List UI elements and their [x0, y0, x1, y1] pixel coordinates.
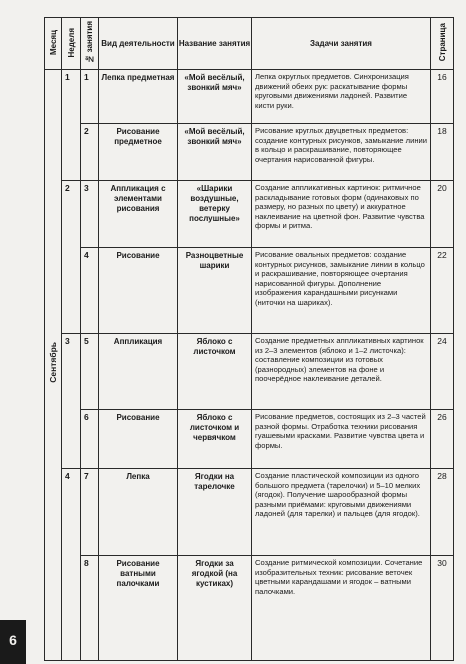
table-row — [45, 469, 454, 556]
tasks-cell: Рисование предметов, состоящих из 2–3 частей разной формы. Отработка техники рисования гуашевыми красками. Развитие чувства цвета и формы. — [252, 410, 431, 469]
header-page: Страница — [431, 18, 454, 70]
tasks-cell: Рисование овальных предметов: создание контурных рисунков, замыкание линии в кольцо и раскрашивание, повторяющее очертания нарисованной фигуры. Дополнение изображения карандашными рисунками (ниточки на шариках). — [252, 248, 431, 334]
topic-cell: «Шарики воздушные, ветерку послушные» — [178, 181, 252, 248]
header-lesson-no: № занятия — [81, 18, 99, 70]
tasks-cell: Создание предметных аппликативных картинок из 2–3 элементов (яблоко и 1–2 листочка): составление композиции из готовых (разнородных) элементов на фоне и поочерёдное наклеивание деталей. — [252, 334, 431, 410]
page-cell: 26 — [431, 410, 454, 469]
week-cell: 4 — [62, 469, 81, 661]
lesson-plan-table — [44, 17, 454, 661]
topic-cell: Яблоко с листочком — [178, 334, 252, 410]
week-cell: 2 — [62, 181, 81, 334]
activity-cell: Рисование ватными палочками — [99, 556, 178, 661]
activity-cell: Рисование — [99, 410, 178, 469]
lesson-number: 2 — [81, 124, 99, 181]
tasks-cell: Лепка округлых предметов. Синхронизация движений обеих рук: раскатывание формы круговыми движениями ладоней. Развитие кисти руки. — [252, 70, 431, 124]
page-cell: 24 — [431, 334, 454, 410]
tasks-cell: Создание пластической композиции из одного большого предмета (тарелочки) и 5–10 мелких (ягодок). Получение шарообразной формы разными приёмами: круговыми движениями ладоней (для тарелки) и пальцев (для ягодок). — [252, 469, 431, 556]
topic-cell: «Мой весёлый, звонкий мяч» — [178, 70, 252, 124]
table-row — [45, 70, 454, 124]
activity-cell: Аппликация с элементами рисования — [99, 181, 178, 248]
table-row — [45, 248, 454, 334]
header-topic: Название занятия — [178, 18, 252, 70]
lesson-number: 4 — [81, 248, 99, 334]
activity-cell: Лепка предметная — [99, 70, 178, 124]
month-cell: Сентябрь — [45, 70, 62, 661]
header-activity: Вид деятельности — [99, 18, 178, 70]
activity-cell: Рисование предметное — [99, 124, 178, 181]
page-cell: 20 — [431, 181, 454, 248]
lesson-number: 6 — [81, 410, 99, 469]
tasks-cell: Создание аппликативных картинок: ритмичное раскладывание готовых форм (одинаковых по размеру, но разных по цвету) и аккуратное наклеивание на цветной фон. Развитие чувства формы и ритма. — [252, 181, 431, 248]
lesson-number: 3 — [81, 181, 99, 248]
page-cell: 16 — [431, 70, 454, 124]
page-number: 6 — [0, 620, 26, 664]
header-month: Месяц — [45, 18, 62, 70]
page-cell: 30 — [431, 556, 454, 661]
tasks-cell: Рисование круглых двуцветных предметов: создание контурных рисунков, замыкание линии в кольцо и раскрашивание, повторяющее очертания нарисованной фигуры. — [252, 124, 431, 181]
tasks-cell: Создание ритмической композиции. Сочетание изобразительных техник: рисование веточек цветными карандашами и ягодок – ватными палочками. — [252, 556, 431, 661]
topic-cell: Яблоко с листочком и червячком — [178, 410, 252, 469]
header-tasks: Задачи занятия — [252, 18, 431, 70]
topic-cell: Ягодки за ягодкой (на кустиках) — [178, 556, 252, 661]
activity-cell: Рисование — [99, 248, 178, 334]
topic-cell: «Мой весёлый, звонкий мяч» — [178, 124, 252, 181]
table-header-row — [45, 18, 454, 70]
page-cell: 28 — [431, 469, 454, 556]
page-cell: 22 — [431, 248, 454, 334]
activity-cell: Лепка — [99, 469, 178, 556]
lesson-number: 5 — [81, 334, 99, 410]
lesson-number: 1 — [81, 70, 99, 124]
activity-cell: Аппликация — [99, 334, 178, 410]
table-row — [45, 334, 454, 410]
table-row — [45, 556, 454, 661]
table-row — [45, 410, 454, 469]
week-cell: 1 — [62, 70, 81, 181]
table-row — [45, 124, 454, 181]
page-cell: 18 — [431, 124, 454, 181]
lesson-number: 8 — [81, 556, 99, 661]
topic-cell: Разноцветные шарики — [178, 248, 252, 334]
header-week: Неделя — [62, 18, 81, 70]
lesson-number: 7 — [81, 469, 99, 556]
table-row — [45, 181, 454, 248]
topic-cell: Ягодки на тарелочке — [178, 469, 252, 556]
week-cell: 3 — [62, 334, 81, 469]
